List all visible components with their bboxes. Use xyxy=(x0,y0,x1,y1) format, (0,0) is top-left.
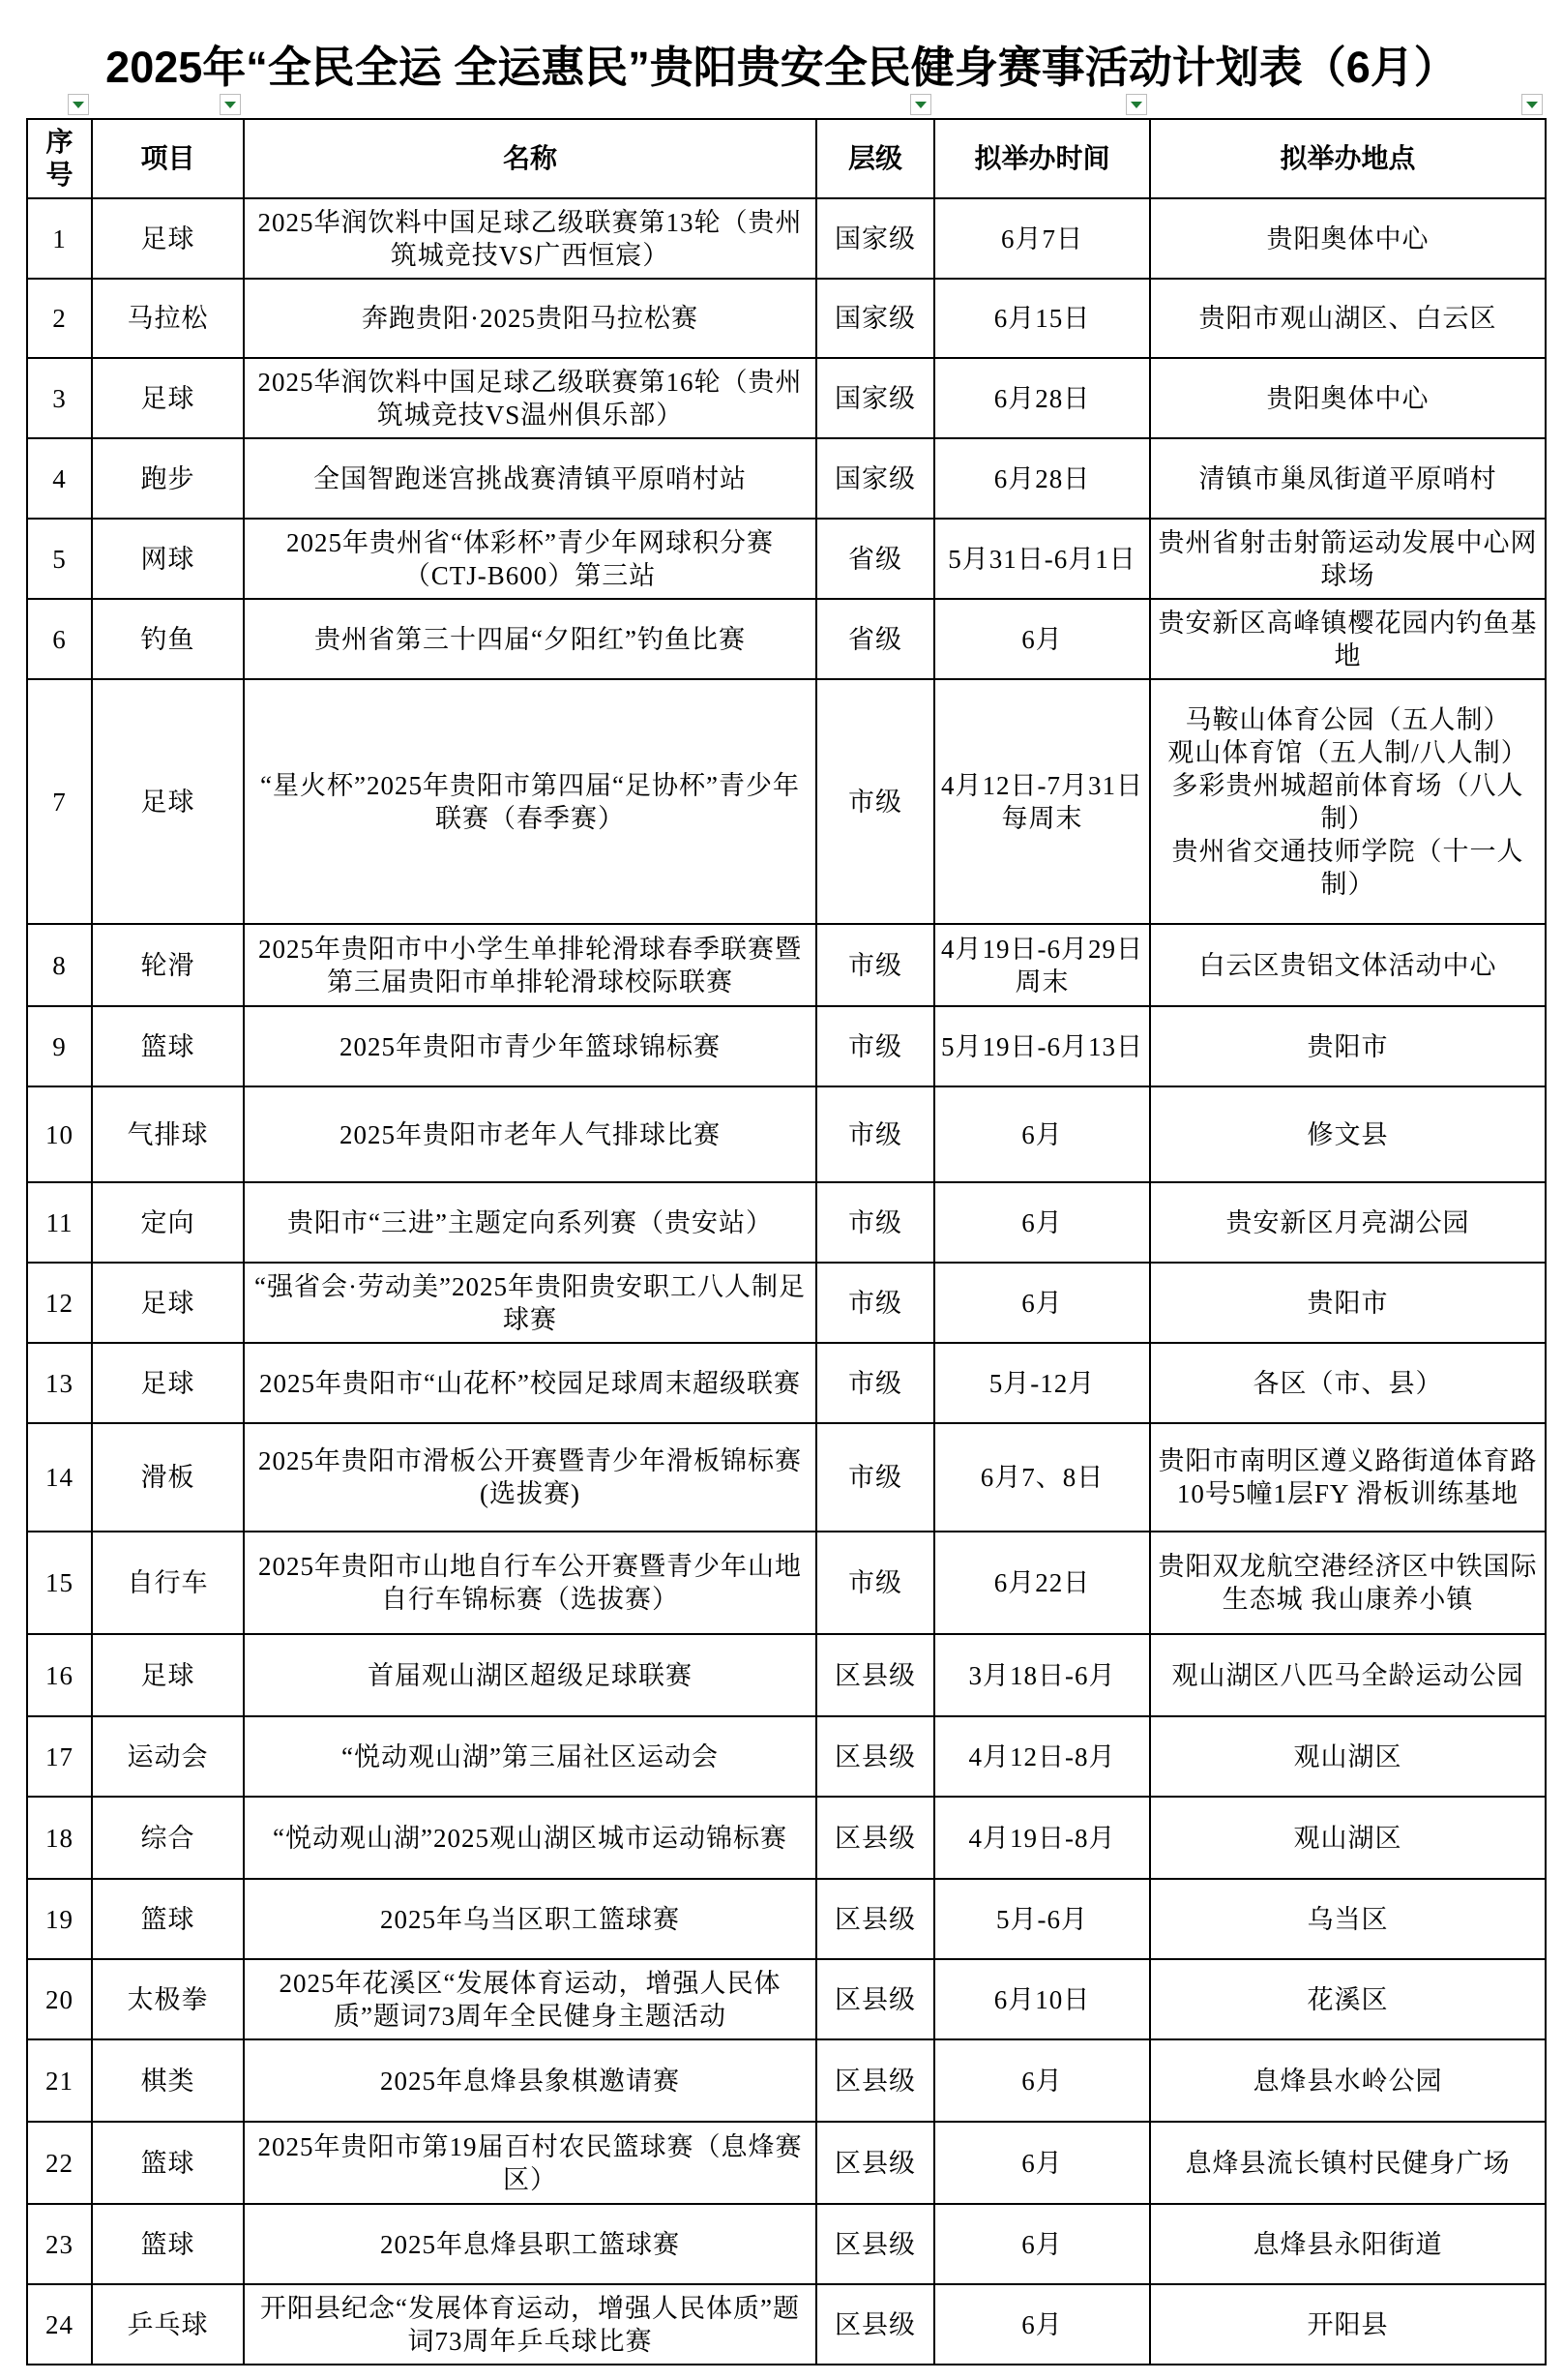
cell-index[interactable]: 10 xyxy=(27,1086,92,1182)
cell-venue[interactable]: 贵阳双龙航空港经济区中铁国际生态城 我山康养小镇 xyxy=(1150,1532,1546,1634)
cell-name[interactable]: 2025年贵阳市山地自行车公开赛暨青少年山地自行车锦标赛（选拔赛） xyxy=(244,1532,816,1634)
table-row xyxy=(27,358,1546,438)
cell-venue[interactable]: 贵阳市观山湖区、白云区 xyxy=(1150,279,1546,358)
cell-venue[interactable]: 贵阳奥体中心 xyxy=(1150,358,1546,438)
cell-index[interactable]: 14 xyxy=(27,1423,92,1532)
cell-sport[interactable]: 足球 xyxy=(92,1263,244,1343)
cell-sport[interactable]: 足球 xyxy=(92,358,244,438)
cell-level[interactable]: 国家级 xyxy=(816,198,934,279)
cell-index[interactable]: 13 xyxy=(27,1343,92,1423)
cell-level[interactable]: 国家级 xyxy=(816,438,934,519)
cell-date[interactable]: 6月10日 xyxy=(934,1959,1150,2039)
cell-date[interactable]: 6月15日 xyxy=(934,279,1150,358)
cell-venue[interactable]: 乌当区 xyxy=(1150,1879,1546,1959)
filter-button-level[interactable] xyxy=(910,94,931,115)
filter-button-date[interactable] xyxy=(1126,94,1147,115)
table-row xyxy=(27,1006,1546,1086)
cell-venue[interactable]: 观山湖区 xyxy=(1150,1797,1546,1879)
filter-button-sport[interactable] xyxy=(220,94,241,115)
cell-name[interactable]: 贵州省第三十四届“夕阳红”钓鱼比赛 xyxy=(244,599,816,679)
cell-name[interactable]: 2025华润饮料中国足球乙级联赛第16轮（贵州筑城竞技VS温州俱乐部） xyxy=(244,358,816,438)
table-row xyxy=(27,1634,1546,1716)
cell-venue[interactable]: 白云区贵铝文体活动中心 xyxy=(1150,924,1546,1006)
cell-venue[interactable]: 贵阳市南明区遵义路街道体育路10号5幢1层FY 滑板训练基地 xyxy=(1150,1423,1546,1532)
cell-name[interactable]: 2025年贵州省“体彩杯”青少年网球积分赛（CTJ-B600）第三站 xyxy=(244,519,816,599)
table-row xyxy=(27,1532,1546,1634)
cell-index[interactable]: 22 xyxy=(27,2122,92,2204)
cell-sport[interactable]: 轮滑 xyxy=(92,924,244,1006)
table-row xyxy=(27,2122,1546,2204)
cell-index[interactable]: 18 xyxy=(27,1797,92,1879)
header-row xyxy=(27,119,1546,198)
cell-venue[interactable]: 花溪区 xyxy=(1150,1959,1546,2039)
event-table xyxy=(26,118,1547,2365)
cell-date[interactable]: 6月 xyxy=(934,2284,1150,2365)
cell-index[interactable]: 16 xyxy=(27,1634,92,1716)
table-row xyxy=(27,1343,1546,1423)
cell-date[interactable]: 5月31日-6月1日 xyxy=(934,519,1150,599)
cell-name[interactable]: 贵阳市“三进”主题定向系列赛（贵安站） xyxy=(244,1182,816,1263)
cell-name[interactable]: 全国智跑迷宫挑战赛清镇平原哨村站 xyxy=(244,438,816,519)
cell-sport[interactable]: 足球 xyxy=(92,1634,244,1716)
table-row xyxy=(27,438,1546,519)
cell-sport[interactable]: 篮球 xyxy=(92,2204,244,2284)
table-row xyxy=(27,599,1546,679)
sheet-title: 2025年“全民全运 全运惠民”贵阳贵安全民健身赛事活动计划表（6月） xyxy=(105,43,1458,92)
cell-date[interactable]: 6月7日 xyxy=(934,198,1150,279)
cell-name[interactable]: 2025年贵阳市第19届百村农民篮球赛（息烽赛区） xyxy=(244,2122,816,2204)
cell-level[interactable]: 区县级 xyxy=(816,1879,934,1959)
cell-level[interactable]: 区县级 xyxy=(816,2039,934,2122)
table-row xyxy=(27,2284,1546,2365)
cell-name[interactable]: 首届观山湖区超级足球联赛 xyxy=(244,1634,816,1716)
cell-venue[interactable]: 贵阳市 xyxy=(1150,1006,1546,1086)
table-row xyxy=(27,279,1546,358)
cell-venue[interactable]: 观山湖区 xyxy=(1150,1716,1546,1797)
table-row xyxy=(27,924,1546,1006)
cell-name[interactable]: 2025年贵阳市滑板公开赛暨青少年滑板锦标赛(选拔赛) xyxy=(244,1423,816,1532)
cell-level[interactable]: 市级 xyxy=(816,1263,934,1343)
cell-name[interactable]: 奔跑贵阳·2025贵阳马拉松赛 xyxy=(244,279,816,358)
cell-level[interactable]: 区县级 xyxy=(816,1634,934,1716)
cell-name[interactable]: 2025年息烽县象棋邀请赛 xyxy=(244,2039,816,2122)
table-body xyxy=(27,198,1546,2365)
cell-level[interactable]: 市级 xyxy=(816,924,934,1006)
cell-name[interactable]: 开阳县纪念“发展体育运动，增强人民体质”题词73周年乒乓球比赛 xyxy=(244,2284,816,2365)
table-row xyxy=(27,1797,1546,1879)
cell-date[interactable]: 4月12日-8月 xyxy=(934,1716,1150,1797)
table-row xyxy=(27,198,1546,279)
cell-venue[interactable]: 贵安新区高峰镇樱花园内钓鱼基地 xyxy=(1150,599,1546,679)
table-row xyxy=(27,1879,1546,1959)
cell-name[interactable]: 2025年贵阳市青少年篮球锦标赛 xyxy=(244,1006,816,1086)
cell-index[interactable]: 3 xyxy=(27,358,92,438)
cell-level[interactable]: 区县级 xyxy=(816,2284,934,2365)
cell-index[interactable]: 24 xyxy=(27,2284,92,2365)
cell-date[interactable]: 6月 xyxy=(934,1182,1150,1263)
cell-level[interactable]: 国家级 xyxy=(816,358,934,438)
cell-venue[interactable]: 息烽县流长镇村民健身广场 xyxy=(1150,2122,1546,2204)
dropdown-arrow-icon xyxy=(915,102,927,108)
table-row xyxy=(27,1423,1546,1532)
cell-level[interactable]: 市级 xyxy=(816,1423,934,1532)
cell-name[interactable]: 2025年贵阳市老年人气排球比赛 xyxy=(244,1086,816,1182)
filter-button-index[interactable] xyxy=(68,94,89,115)
cell-index[interactable]: 1 xyxy=(27,198,92,279)
cell-name[interactable]: “悦动观山湖”第三届社区运动会 xyxy=(244,1716,816,1797)
cell-date[interactable]: 5月19日-6月13日 xyxy=(934,1006,1150,1086)
cell-sport[interactable]: 篮球 xyxy=(92,1879,244,1959)
cell-date[interactable]: 6月 xyxy=(934,1263,1150,1343)
cell-level[interactable]: 国家级 xyxy=(816,279,934,358)
cell-name[interactable]: 2025年贵阳市“山花杯”校园足球周末超级联赛 xyxy=(244,1343,816,1423)
cell-index[interactable]: 4 xyxy=(27,438,92,519)
cell-sport[interactable]: 马拉松 xyxy=(92,279,244,358)
cell-level[interactable]: 市级 xyxy=(816,679,934,924)
cell-date[interactable]: 6月 xyxy=(934,2039,1150,2122)
cell-venue[interactable]: 各区（市、县） xyxy=(1150,1343,1546,1423)
cell-index[interactable]: 15 xyxy=(27,1532,92,1634)
cell-level[interactable]: 市级 xyxy=(816,1086,934,1182)
cell-sport[interactable]: 定向 xyxy=(92,1182,244,1263)
cell-sport[interactable]: 钓鱼 xyxy=(92,599,244,679)
cell-date[interactable]: 6月 xyxy=(934,599,1150,679)
header-sport[interactable]: 项目 xyxy=(92,119,244,198)
cell-index[interactable]: 17 xyxy=(27,1716,92,1797)
cell-index[interactable]: 12 xyxy=(27,1263,92,1343)
cell-index[interactable]: 7 xyxy=(27,679,92,924)
cell-sport[interactable]: 网球 xyxy=(92,519,244,599)
cell-level[interactable]: 市级 xyxy=(816,1532,934,1634)
cell-name[interactable]: 2025华润饮料中国足球乙级联赛第13轮（贵州筑城竞技VS广西恒宸） xyxy=(244,198,816,279)
cell-venue[interactable]: 息烽县水岭公园 xyxy=(1150,2039,1546,2122)
dropdown-arrow-icon xyxy=(73,102,84,108)
cell-level[interactable]: 区县级 xyxy=(816,2122,934,2204)
cell-date[interactable]: 4月19日-6月29日周末 xyxy=(934,924,1150,1006)
cell-name[interactable]: “星火杯”2025年贵阳市第四届“足协杯”青少年联赛（春季赛） xyxy=(244,679,816,924)
header-date[interactable]: 拟举办时间 xyxy=(934,119,1150,198)
header-name[interactable]: 名称 xyxy=(244,119,816,198)
cell-venue[interactable]: 贵阳市 xyxy=(1150,1263,1546,1343)
table-row xyxy=(27,679,1546,924)
cell-venue[interactable]: 贵安新区月亮湖公园 xyxy=(1150,1182,1546,1263)
cell-index[interactable]: 20 xyxy=(27,1959,92,2039)
cell-venue[interactable]: 修文县 xyxy=(1150,1086,1546,1182)
cell-index[interactable]: 11 xyxy=(27,1182,92,1263)
table-row xyxy=(27,519,1546,599)
cell-date[interactable]: 4月19日-8月 xyxy=(934,1797,1150,1879)
cell-level[interactable]: 省级 xyxy=(816,599,934,679)
cell-sport[interactable]: 乒乓球 xyxy=(92,2284,244,2365)
cell-level[interactable]: 区县级 xyxy=(816,1797,934,1879)
cell-level[interactable]: 区县级 xyxy=(816,1959,934,2039)
cell-venue[interactable]: 马鞍山体育公园（五人制） 观山体育馆（五人制/八人制） 多彩贵州城超前体育场（八人制） 贵州省交通技师学院（十一人制） xyxy=(1150,679,1546,924)
cell-level[interactable]: 区县级 xyxy=(816,2204,934,2284)
cell-name[interactable]: 2025年息烽县职工篮球赛 xyxy=(244,2204,816,2284)
cell-index[interactable]: 19 xyxy=(27,1879,92,1959)
cell-name[interactable]: “强省会·劳动美”2025年贵阳贵安职工八人制足球赛 xyxy=(244,1263,816,1343)
cell-sport[interactable]: 自行车 xyxy=(92,1532,244,1634)
cell-sport[interactable]: 足球 xyxy=(92,679,244,924)
cell-level[interactable]: 市级 xyxy=(816,1182,934,1263)
cell-date[interactable]: 6月 xyxy=(934,1086,1150,1182)
cell-name[interactable]: “悦动观山湖”2025观山湖区城市运动锦标赛 xyxy=(244,1797,816,1879)
cell-sport[interactable]: 气排球 xyxy=(92,1086,244,1182)
cell-sport[interactable]: 滑板 xyxy=(92,1423,244,1532)
cell-venue[interactable]: 开阳县 xyxy=(1150,2284,1546,2365)
cell-index[interactable]: 8 xyxy=(27,924,92,1006)
cell-sport[interactable]: 综合 xyxy=(92,1797,244,1879)
cell-name[interactable]: 2025年花溪区“发展体育运动，增强人民体质”题词73周年全民健身主题活动 xyxy=(244,1959,816,2039)
cell-date[interactable]: 6月22日 xyxy=(934,1532,1150,1634)
dropdown-arrow-icon xyxy=(1131,102,1142,108)
cell-index[interactable]: 21 xyxy=(27,2039,92,2122)
cell-venue[interactable]: 贵阳奥体中心 xyxy=(1150,198,1546,279)
table-row xyxy=(27,1263,1546,1343)
cell-venue[interactable]: 息烽县永阳街道 xyxy=(1150,2204,1546,2284)
cell-name[interactable]: 2025年乌当区职工篮球赛 xyxy=(244,1879,816,1959)
cell-level[interactable]: 市级 xyxy=(816,1006,934,1086)
cell-date[interactable]: 6月7、8日 xyxy=(934,1423,1150,1532)
filter-button-venue[interactable] xyxy=(1521,94,1543,115)
cell-sport[interactable]: 运动会 xyxy=(92,1716,244,1797)
cell-date[interactable]: 6月28日 xyxy=(934,438,1150,519)
cell-index[interactable]: 6 xyxy=(27,599,92,679)
table-row xyxy=(27,2204,1546,2284)
header-level[interactable]: 层级 xyxy=(816,119,934,198)
table-row xyxy=(27,1086,1546,1182)
cell-sport[interactable]: 足球 xyxy=(92,1343,244,1423)
dropdown-arrow-icon xyxy=(1526,102,1538,108)
table-row xyxy=(27,2039,1546,2122)
cell-index[interactable]: 2 xyxy=(27,279,92,358)
cell-index[interactable]: 23 xyxy=(27,2204,92,2284)
header-index[interactable]: 序号 xyxy=(27,119,92,198)
cell-date[interactable]: 3月18日-6月 xyxy=(934,1634,1150,1716)
cell-sport[interactable]: 棋类 xyxy=(92,2039,244,2122)
cell-venue[interactable]: 清镇市巢凤街道平原哨村 xyxy=(1150,438,1546,519)
cell-date[interactable]: 5月-6月 xyxy=(934,1879,1150,1959)
dropdown-arrow-icon xyxy=(224,102,236,108)
header-venue[interactable]: 拟举办地点 xyxy=(1150,119,1546,198)
cell-venue[interactable]: 贵州省射击射箭运动发展中心网球场 xyxy=(1150,519,1546,599)
cell-index[interactable]: 5 xyxy=(27,519,92,599)
cell-sport[interactable]: 太极拳 xyxy=(92,1959,244,2039)
cell-sport[interactable]: 篮球 xyxy=(92,1006,244,1086)
cell-name[interactable]: 2025年贵阳市中小学生单排轮滑球春季联赛暨第三届贵阳市单排轮滑球校际联赛 xyxy=(244,924,816,1006)
cell-level[interactable]: 市级 xyxy=(816,1343,934,1423)
cell-sport[interactable]: 跑步 xyxy=(92,438,244,519)
cell-level[interactable]: 区县级 xyxy=(816,1716,934,1797)
cell-date[interactable]: 6月 xyxy=(934,2122,1150,2204)
cell-sport[interactable]: 篮球 xyxy=(92,2122,244,2204)
table-row xyxy=(27,1182,1546,1263)
cell-date[interactable]: 5月-12月 xyxy=(934,1343,1150,1423)
table-row xyxy=(27,1959,1546,2039)
cell-level[interactable]: 省级 xyxy=(816,519,934,599)
table-row xyxy=(27,1716,1546,1797)
cell-date[interactable]: 4月12日-7月31日每周末 xyxy=(934,679,1150,924)
cell-date[interactable]: 6月 xyxy=(934,2204,1150,2284)
cell-date[interactable]: 6月28日 xyxy=(934,358,1150,438)
cell-sport[interactable]: 足球 xyxy=(92,198,244,279)
cell-venue[interactable]: 观山湖区八匹马全龄运动公园 xyxy=(1150,1634,1546,1716)
cell-index[interactable]: 9 xyxy=(27,1006,92,1086)
